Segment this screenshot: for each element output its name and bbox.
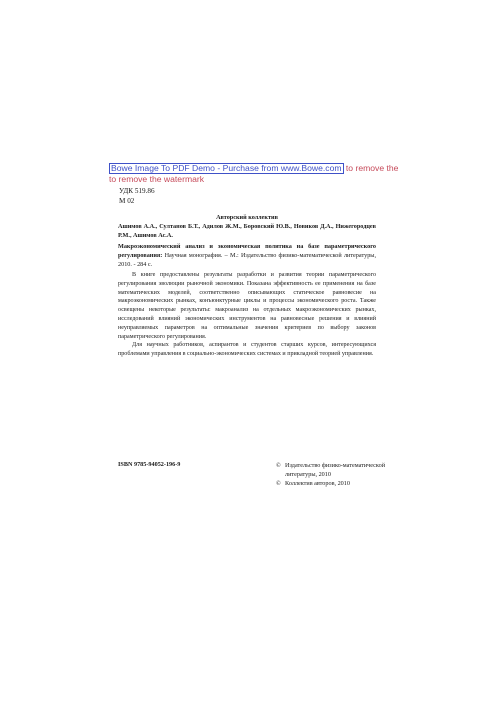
udk-code: УДК 519.86 xyxy=(119,187,155,195)
copyright-publisher xyxy=(276,461,386,479)
copyright-publisher-text: Издательство физико-математической литературы, 2010 xyxy=(285,462,386,478)
collective-names: Ашимов А.А., Султанов Б.Т., Адилов Ж.М., Боровский Ю.В., Новиков Д.А., Нижегородцев Р.М., Ашимов Ас.А. xyxy=(118,222,376,239)
copyright-authors xyxy=(276,479,386,488)
watermark-line2: to remove the watermark xyxy=(109,174,205,184)
bibliographic-citation xyxy=(118,243,376,269)
copyright-symbol: © xyxy=(276,462,281,469)
citation-rest: Научная монография. – М.: Издательство физико-математической литературы, 2010. - 284 с. xyxy=(118,251,376,268)
abstract xyxy=(118,271,376,359)
watermark-link[interactable]: Bowe Image To PDF Demo - Purchase from www.Bowe.com xyxy=(111,163,342,173)
watermark-tail: to remove the xyxy=(343,163,399,173)
isbn: ISBN 9785-94052-196-9 xyxy=(118,461,181,468)
author-mark: М 02 xyxy=(119,197,135,205)
book-title: Макроэкономический анализ и экономическая политика на базе параметрического регулирования: xyxy=(118,243,376,259)
copyright-symbol: © xyxy=(276,480,281,487)
collective-title: Авторский коллектив xyxy=(216,214,278,221)
watermark-text xyxy=(109,163,409,185)
abstract-paragraph-1: В книге предоставлены результаты разработки и развития теории параметрического регулирования эволюции рыночной экономики. Показана эффективность ее применения на базе математических моделей, соответственно описывающих статическое равновесие на макроэкономических рынках, конъюнктурные циклы и процессы экономического роста. Также освещены некоторые результаты: макроанализ на отдельных макроэкономических рынках, исследований влияний экономических инструментов на равновесные решения и влияний неуправляемых параметров на оптимальные значения критериев по выбору законов параметрического регулирования. xyxy=(118,272,376,340)
abstract-paragraph-2: Для научных работников, аспирантов и студентов старших курсов, интересующихся проблемами управления в социально-экономических системах и прикладной теорией управления. xyxy=(118,342,376,358)
copyright-authors-text: Коллектив авторов, 2010 xyxy=(285,480,350,487)
author-collective xyxy=(118,214,376,240)
copyright-block xyxy=(276,461,386,488)
udk-block xyxy=(119,186,155,206)
